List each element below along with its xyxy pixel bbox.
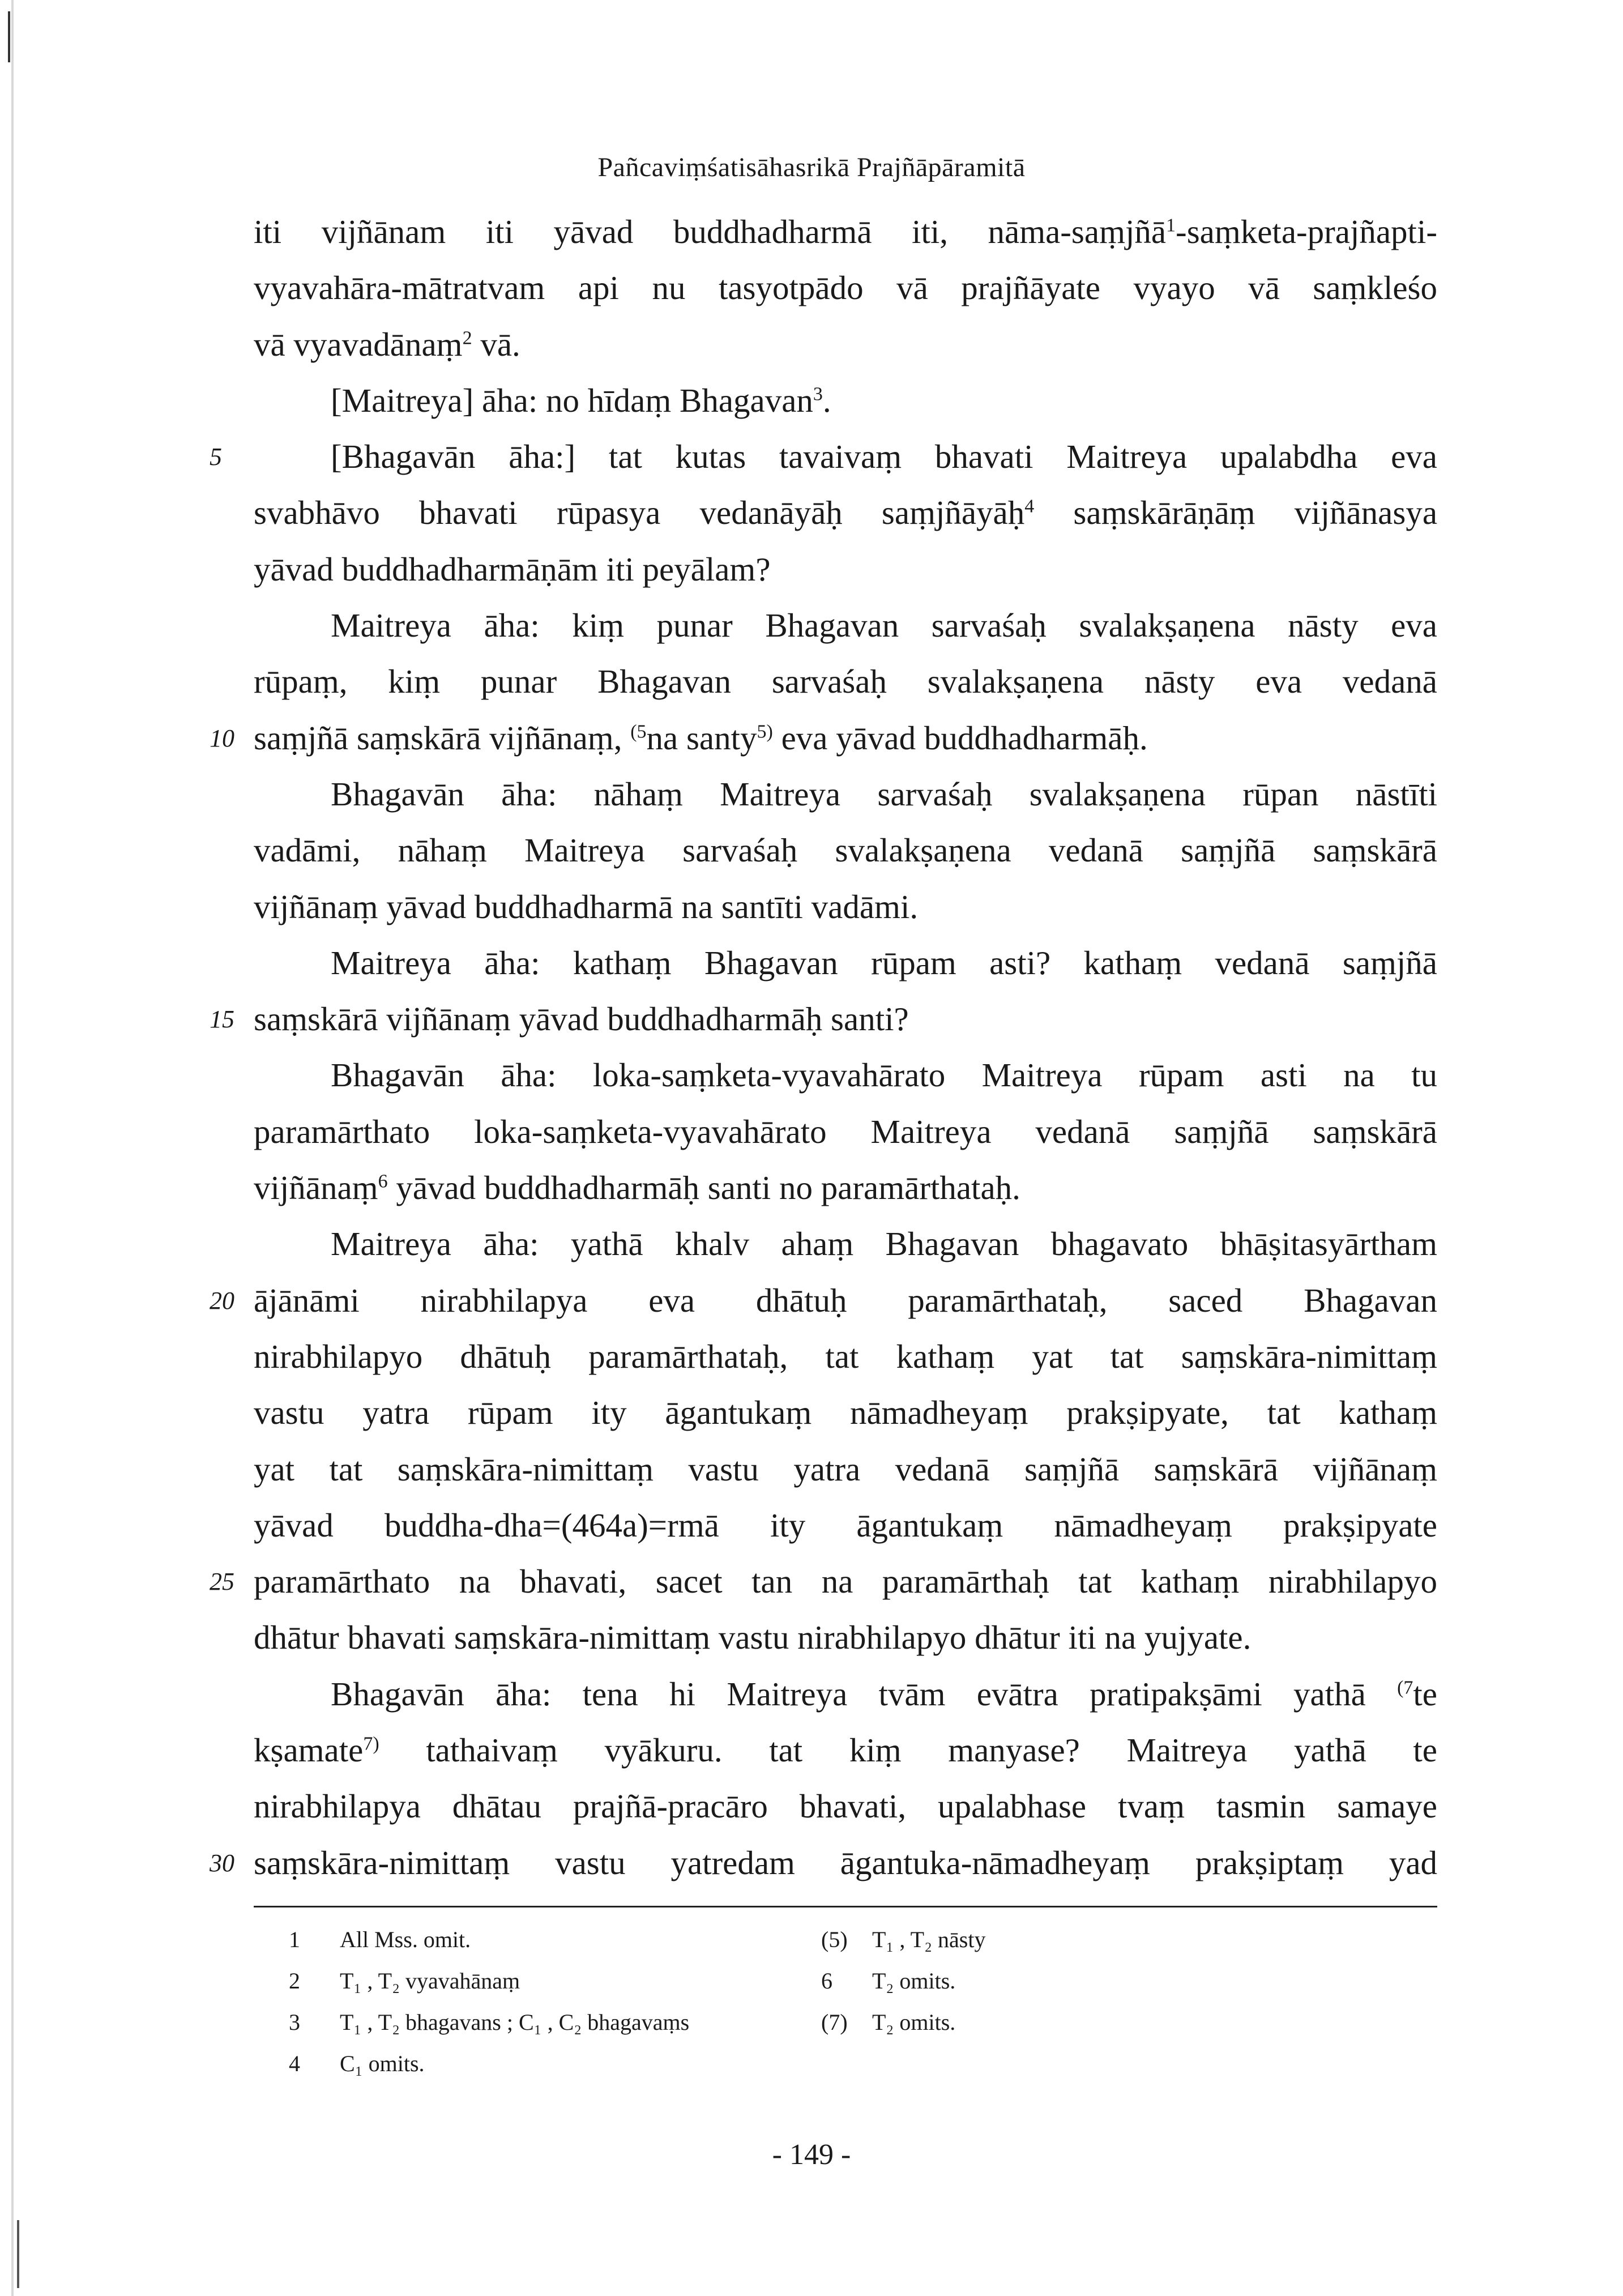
text-line [254, 1104, 1437, 1160]
line-text [254, 766, 1437, 822]
footnote-number: 4 [289, 2051, 300, 2076]
text-run: [Bhagavān āha:] tat kutas tavaivaṃ bhavati Maitreya upalabdha eva [331, 438, 1437, 476]
footnote [821, 1961, 955, 2001]
footnote [289, 1961, 520, 2001]
text-run: yat tat saṃskāra-nimittaṃ vastu yatra vedanā saṃjñā saṃskārā vijñānaṃ [254, 1450, 1437, 1488]
text-line [254, 1497, 1437, 1554]
line-text [254, 598, 1437, 654]
text-run: Bhagavān āha: nāhaṃ Maitreya sarvaśaḥ svalakṣaṇena rūpan nāstīti [331, 775, 1437, 813]
page-number: - 149 - [772, 2139, 851, 2171]
line-text [254, 1216, 1437, 1272]
text-line [210, 1273, 1437, 1329]
text-line [254, 1666, 1437, 1722]
text-line [254, 1778, 1437, 1834]
line-text [254, 1329, 1437, 1385]
text-line [254, 541, 1437, 598]
text-run: Maitreya āha: yathā khalv ahaṃ Bhagavan bhagavato bhāṣitasyārtham [331, 1225, 1437, 1263]
text-run: rūpaṃ, kiṃ punar Bhagavan sarvaśaḥ svalakṣaṇena nāsty eva vedanā [254, 663, 1437, 701]
text-run: iti vijñānam iti yāvad buddhadharmā iti, nāma-saṃjñā [254, 213, 1167, 250]
line-text [254, 1610, 1437, 1666]
footnote-rule [254, 1906, 1437, 1907]
line-text [254, 373, 1437, 429]
text-run: vadāmi, nāhaṃ Maitreya sarvaśaḥ svalakṣaṇena vedanā saṃjñā saṃskārā [254, 831, 1437, 869]
footnote-number: (7) [821, 2009, 848, 2035]
text-line [254, 1047, 1437, 1103]
text-run: yāvad buddha-dha=(464a)=rmā ity āgantukaṃ nāmadheyaṃ prakṣipyate [254, 1506, 1437, 1544]
text-run: svabhāvo bhavati rūpasya vedanāyāḥ saṃjñāyāḥ [254, 494, 1025, 532]
footnote-ref: 3 [813, 383, 823, 405]
footnote-text: T₁ , T₂ nāsty [872, 1927, 986, 1952]
text-run: kṣamate [254, 1731, 364, 1769]
text-run: vā vyavadānaṃ [254, 325, 463, 363]
text-line [254, 1385, 1437, 1441]
text-line [210, 429, 1437, 485]
text-line [254, 822, 1437, 878]
scan-edge [11, 0, 14, 2296]
text-run: Maitreya āha: kathaṃ Bhagavan rūpam asti? kathaṃ vedanā saṃjñā [331, 944, 1437, 981]
line-text [254, 317, 1437, 373]
line-text [254, 879, 1437, 935]
text-line [254, 879, 1437, 935]
line-number: 25 [210, 1568, 234, 1596]
text-run: yāvad buddhadharmāḥ santi no paramārthataḥ. [387, 1169, 1020, 1207]
line-number: 5 [210, 443, 222, 471]
footnote-number: 1 [289, 1927, 300, 1952]
line-text [254, 1835, 1437, 1891]
text-run: [Maitreya] āha: no hīdaṃ Bhagavan [331, 381, 813, 419]
text-run: Bhagavān āha: tena hi Maitreya tvām evātra pratipakṣāmi yathā [331, 1675, 1398, 1713]
line-text [254, 1441, 1437, 1497]
line-text [254, 822, 1437, 878]
footnote [821, 2003, 955, 2042]
footnote-text: T₂ omits. [872, 2009, 956, 2035]
line-text [254, 935, 1437, 991]
scan-mark-top [8, 11, 10, 62]
text-line [254, 766, 1437, 822]
text-line [254, 1160, 1437, 1216]
text-run: -saṃketa-prajñapti- [1176, 213, 1437, 250]
text-line [210, 991, 1437, 1047]
text-line [254, 317, 1437, 373]
line-text [254, 1385, 1437, 1441]
line-text [254, 260, 1437, 316]
line-text [254, 1047, 1437, 1103]
line-text [254, 1273, 1437, 1329]
line-number: 15 [210, 1005, 234, 1034]
line-text [254, 654, 1437, 710]
line-text [254, 1722, 1437, 1778]
text-run: paramārthato loka-saṃketa-vyavahārato Maitreya vedanā saṃjñā saṃskārā [254, 1112, 1437, 1150]
footnote [289, 2044, 425, 2084]
text-line [254, 935, 1437, 991]
text-run: te [1413, 1675, 1437, 1713]
footnote-number: 3 [289, 2009, 300, 2035]
text-line [254, 1610, 1437, 1666]
line-text [254, 991, 1437, 1047]
footnote-ref: 6 [378, 1171, 388, 1192]
footnote-ref: (7 [1397, 1677, 1413, 1698]
text-line [254, 654, 1437, 710]
text-line [254, 1722, 1437, 1778]
line-number: 30 [210, 1849, 234, 1877]
text-run: na santy [646, 719, 757, 757]
line-text [254, 1666, 1437, 1722]
footnote [289, 1920, 471, 1960]
text-run: ājānāmi nirabhilapya eva dhātuḥ paramārthataḥ, saced Bhagavan [254, 1281, 1437, 1319]
text-run: saṃskāra-nimittaṃ vastu yatredam āgantuka-nāmadheyaṃ prakṣiptaṃ yad [254, 1843, 1437, 1881]
text-run: . [822, 381, 831, 419]
text-run: vastu yatra rūpam ity āgantukaṃ nāmadheyaṃ prakṣipyate, tat kathaṃ [254, 1394, 1437, 1432]
text-run: vijñānaṃ [254, 1169, 378, 1207]
text-line [210, 1835, 1437, 1891]
text-line [254, 485, 1437, 541]
line-text [254, 710, 1437, 766]
footnote-ref: 4 [1024, 496, 1035, 517]
text-run: yāvad buddhadharmāṇām iti peyālam? [254, 550, 771, 588]
text-run: eva yāvad buddhadharmāḥ. [772, 719, 1148, 757]
text-line [210, 1554, 1437, 1610]
text-line [254, 373, 1437, 429]
text-run: vijñānaṃ yāvad buddhadharmā na santīti vadāmi. [254, 887, 919, 925]
line-text [254, 1554, 1437, 1610]
footnote-ref: 7) [363, 1733, 379, 1755]
footnote-text: C₁ omits. [340, 2051, 425, 2076]
main-text [210, 204, 1438, 1891]
footnote-ref: 1 [1166, 215, 1176, 236]
text-run: vā. [472, 325, 520, 363]
footnote-ref: 2 [462, 327, 472, 348]
footnote-ref: (5 [630, 721, 647, 742]
text-line [254, 260, 1437, 316]
text-line [254, 204, 1437, 260]
running-head: Pañcaviṃśatisāhasrikā Prajñāpāramitā [597, 152, 1026, 182]
text-line [254, 1329, 1437, 1385]
text-line [254, 598, 1437, 654]
text-run: dhātur bhavati saṃskāra-nimittaṃ vastu nirabhilapyo dhātur iti na yujyate. [254, 1619, 1252, 1657]
line-text [254, 485, 1437, 541]
line-text [254, 1104, 1437, 1160]
footnote-number: 2 [289, 1968, 300, 1994]
footnote [821, 1920, 985, 1960]
line-text [254, 204, 1437, 260]
footnote-number: 6 [821, 1968, 832, 1994]
line-text [254, 429, 1437, 485]
scan-mark-bottom [17, 2220, 19, 2288]
text-run: vyavahāra-mātratvam api nu tasyotpādo vā prajñāyate vyayo vā saṃkleśo [254, 269, 1437, 307]
line-number: 20 [210, 1286, 234, 1315]
text-run: saṃskārā vijñānaṃ yāvad buddhadharmāḥ santi? [254, 1000, 909, 1038]
text-run: Bhagavān āha: loka-saṃketa-vyavahārato Maitreya rūpam asti na tu [331, 1056, 1437, 1094]
text-line [254, 1216, 1437, 1272]
footnote-number: (5) [821, 1927, 848, 1952]
text-run: nirabhilapyo dhātuḥ paramārthataḥ, tat kathaṃ yat tat saṃskāra-nimittaṃ [254, 1337, 1437, 1375]
text-run: saṃskārāṇāṃ vijñānasya [1034, 494, 1438, 532]
footnote-text: T₁ , T₂ vyavahānaṃ [340, 1968, 520, 1994]
footnote-text: T₁ , T₂ bhagavans ; C₁ , C₂ bhagavaṃs [340, 2009, 690, 2035]
footnote-ref: 5) [757, 721, 773, 742]
text-run: Maitreya āha: kiṃ punar Bhagavan sarvaśaḥ svalakṣaṇena nāsty eva [331, 607, 1437, 645]
text-line [254, 1441, 1437, 1497]
text-run: tathaivaṃ vyākuru. tat kiṃ manyase? Maitreya yathā te [379, 1731, 1437, 1769]
line-text [254, 1160, 1437, 1216]
text-run: nirabhilapya dhātau prajñā-pracāro bhavati, upalabhase tvaṃ tasmin samaye [254, 1787, 1437, 1825]
text-line [210, 710, 1437, 766]
line-text [254, 1778, 1437, 1834]
footnote-text: T₂ omits. [872, 1968, 956, 1994]
text-run: saṃjñā saṃskārā vijñānaṃ, [254, 719, 631, 757]
footnote-text: All Mss. omit. [340, 1927, 471, 1952]
line-text [254, 1497, 1437, 1554]
text-run: paramārthato na bhavati, sacet tan na paramārthaḥ tat kathaṃ nirabhilapyo [254, 1563, 1437, 1601]
footnote [289, 2003, 689, 2042]
line-number: 10 [210, 724, 234, 752]
line-text [254, 541, 1437, 598]
